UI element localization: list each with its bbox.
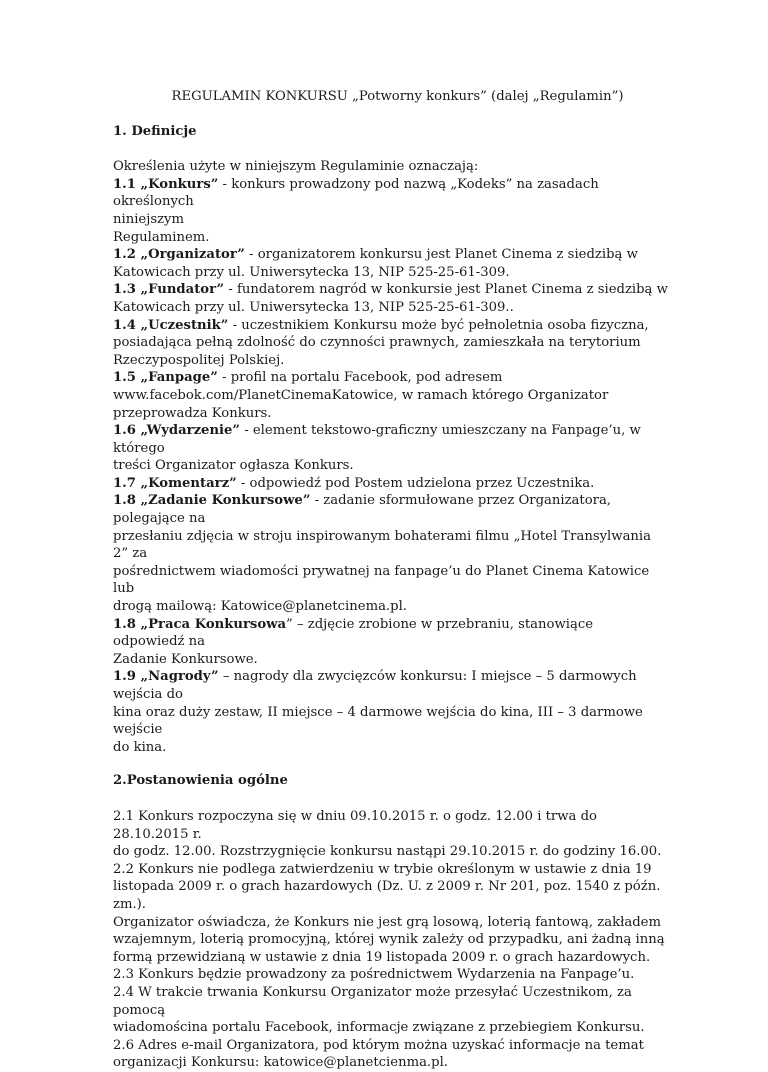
section-2-heading: 2.Postanowienia ogólne <box>113 773 288 789</box>
definition-line <box>113 317 668 335</box>
definition-term: 1.9 „Nagrody” <box>113 669 219 685</box>
section-1-heading: 1. Definicje <box>113 123 197 139</box>
definition-line <box>113 352 668 370</box>
section-2-line: 2.1 Konkurs rozpoczyna się w dniu 09.10.2015 r. o godz. 12.00 i trwa do 28.10.2015 r. <box>113 808 597 842</box>
definition-line <box>113 299 668 317</box>
definition-line <box>113 281 668 299</box>
definition-line <box>113 246 668 264</box>
section-1-intro: Określenia użyte w niniejszym Regulaminie oznaczają: <box>113 159 479 175</box>
section-2-line: do godz. 12.00. Rozstrzygnięcie konkursu nastąpi 29.10.2015 r. do godziny 16.00. <box>113 844 662 860</box>
definition-text: Katowicach przy ul. Uniwersytecka 13, NIP 525-25-61-309. <box>113 264 510 280</box>
definition-line <box>113 492 668 527</box>
definition-text: treści Organizator ogłasza Konkurs. <box>113 458 354 474</box>
section-2-line: 2.6 Adres e-mail Organizatora, pod którym można uzyskać informacje na temat <box>113 1037 644 1053</box>
definition-text: przesłaniu zdjęcia w stroju inspirowanym bohaterami filmu „Hotel Transylwania 2” za <box>113 528 652 562</box>
definition-text: drogą mailową: Katowice@planetcinema.pl. <box>113 599 407 615</box>
section-2-line: 2.4 W trakcie trwania Konkursu Organizator może przesyłać Uczestnikom, za pomocą <box>113 984 632 1018</box>
definition-line <box>113 211 668 229</box>
definition-line <box>113 704 668 739</box>
section-2-body <box>113 808 668 1072</box>
definition-text: ” – zdjęcie zrobione w przebraniu, stanowiące odpowiedź na <box>113 616 594 650</box>
definition-line <box>113 475 668 493</box>
definition-text: - odpowiedź pod Postem udzielona przez Uczestnika. <box>236 475 595 491</box>
definition-term: 1.6 „Wydarzenie” <box>113 423 241 439</box>
definitions-list <box>113 176 668 757</box>
definition-line <box>113 229 668 247</box>
section-2-line: listopada 2009 r. o grach hazardowych (Dz. U. z 2009 r. Nr 201, poz. 1540 z późn. zm.). <box>113 879 661 912</box>
section-2-line: wzajemnym, loterią promocyjną, której wynik zależy od przypadku, ani żadną inną <box>113 932 665 948</box>
definition-line <box>113 334 668 352</box>
document-title: REGULAMIN KONKURSU „Potworny konkurs” (dalej „Regulamin”) <box>171 89 624 104</box>
definition-line <box>113 422 668 457</box>
definition-line <box>113 405 668 423</box>
definition-text: – nagrody dla zwycięzców konkursu: I miejsce – 5 darmowych wejścia do <box>113 669 637 702</box>
definition-text: przeprowadza Konkurs. <box>113 405 272 421</box>
definition-line <box>113 528 668 563</box>
definition-term: 1.3 „Fundator” <box>113 282 225 298</box>
definition-term: 1.5 „Fanpage” <box>113 370 218 386</box>
definition-line <box>113 264 668 282</box>
definition-text: pośrednictwem wiadomości prywatnej na fanpage’u do Planet Cinema Katowice lub <box>113 563 650 597</box>
definition-line <box>113 668 668 703</box>
definition-text: - konkurs prowadzony pod nazwą „Kodeks” na zasadach określonych <box>113 176 599 210</box>
definition-line <box>113 651 668 669</box>
definition-line <box>113 369 668 387</box>
definition-text: - fundatorem nagród w konkursie jest Planet Cinema z siedzibą w <box>224 282 668 298</box>
definition-text: Zadanie Konkursowe. <box>113 651 258 667</box>
definition-line <box>113 739 668 757</box>
definition-text: - zadanie sformułowane przez Organizatora, polegające na <box>113 493 612 527</box>
definition-text: kina oraz duży zestaw, II miejsce – 4 darmowe wejścia do kina, III – 3 darmowe wejście <box>113 704 643 738</box>
definition-text: do kina. <box>113 739 167 755</box>
definition-text: Rzeczypospolitej Polskiej. <box>113 352 285 368</box>
definition-text: - organizatorem konkursu jest Planet Cinema z siedzibą w <box>244 247 638 263</box>
definition-line <box>113 616 668 651</box>
definition-term: 1.4 „Uczestnik” <box>113 317 229 333</box>
section-2-line: wiadomościna portalu Facebook, informacje związane z przebiegiem Konkursu. <box>113 1020 645 1036</box>
definition-text: Regulaminem. <box>113 229 210 245</box>
definition-line <box>113 457 668 475</box>
definition-text: www.facebok.com/PlanetCinemaKatowice, w ramach którego Organizator <box>113 387 609 403</box>
section-2-line: formą przewidzianą w ustawie z dnia 19 listopada 2009 r. o grach hazardowych. <box>113 949 651 965</box>
definition-line <box>113 387 668 405</box>
definition-term: 1.8 „Praca Konkursowa <box>113 616 287 632</box>
definition-text: posiadająca pełną zdolność do czynności prawnych, zamieszkała na terytorium <box>113 335 641 351</box>
definition-line <box>113 598 668 616</box>
definition-text: niniejszym <box>113 211 184 227</box>
definition-text: Katowicach przy ul. Uniwersytecka 13, NIP 525-25-61-309.. <box>113 299 514 315</box>
definition-term: 1.2 „Organizator” <box>113 247 245 263</box>
section-2-line: Organizator oświadcza, że Konkurs nie jest grą losową, loterią fantową, zakładem <box>113 914 661 930</box>
definition-text: - profil na portalu Facebook, pod adresem <box>217 370 503 386</box>
definition-term: 1.8 „Zadanie Konkursowe” <box>113 493 311 509</box>
definition-line <box>113 176 668 211</box>
definition-term: 1.1 „Konkurs” <box>113 176 219 192</box>
definition-text: - element tekstowo-graficzny umieszczany na Fanpage’u, w którego <box>113 423 641 456</box>
definition-term: 1.7 „Komentarz” <box>113 475 237 491</box>
section-2-line: 2.2 Konkurs nie podlega zatwierdzeniu w trybie określonym w ustawie z dnia 19 <box>113 861 652 877</box>
section-2-line: organizacji Konkursu: katowice@planetcienma.pl. <box>113 1055 448 1071</box>
section-2-line: 2.3 Konkurs będzie prowadzony za pośrednictwem Wydarzenia na Fanpage’u. <box>113 967 635 983</box>
definition-text: - uczestnikiem Konkursu może być pełnoletnia osoba fizyczna, <box>228 317 649 333</box>
definition-line <box>113 563 668 598</box>
